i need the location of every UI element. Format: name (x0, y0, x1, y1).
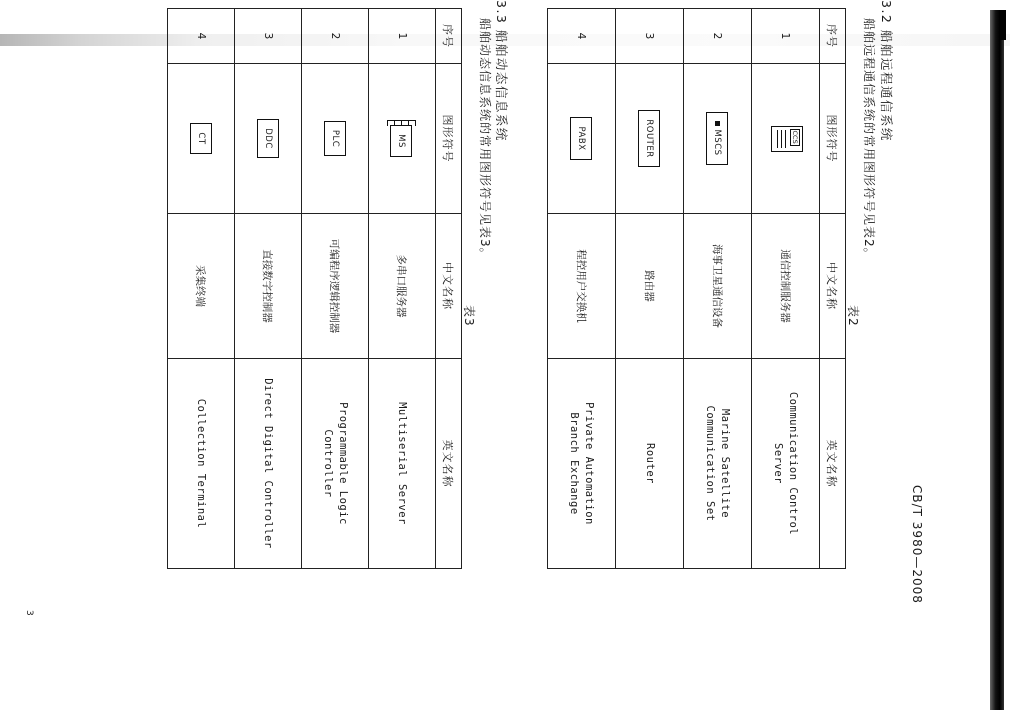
row-number: 3 (616, 9, 684, 64)
col-header-no: 序号 (436, 9, 462, 64)
ddc-symbol-icon: DDC (257, 119, 279, 158)
table-2-header-row (820, 9, 846, 569)
en-name: Router (616, 359, 684, 569)
col-header-symbol: 图形符号 (820, 64, 846, 214)
table-row (752, 9, 820, 569)
en-name: Programmable Logic Controller (302, 359, 369, 569)
section-32-body: 船舶远程通信系统的常用图形符号见表2。 (862, 18, 876, 261)
symbol-cell (235, 64, 302, 214)
row-number: 4 (548, 9, 616, 64)
multiserial-server-symbol-icon: MS (387, 120, 416, 157)
row-number: 2 (302, 9, 369, 64)
col-header-en: 英文名称 (436, 359, 462, 569)
cn-name: 多串口服务器 (369, 214, 436, 359)
en-name: Multiserial Server (369, 359, 436, 569)
section-33-body: 船舶动态信息系统的常用图形符号见表3。 (478, 18, 492, 261)
symbol-cell (302, 64, 369, 214)
satellite-set-symbol-icon: MSCS (707, 112, 729, 164)
en-name: Private Automation Branch Exchange (548, 359, 616, 569)
table-2 (547, 8, 846, 569)
section-32-title: 3.2 船舶远程通信系统 (879, 0, 894, 142)
table-2-caption: 表2 (846, 305, 860, 327)
collection-terminal-symbol-icon: CT (190, 123, 212, 153)
en-name: Direct Digital Controller (235, 359, 302, 569)
table-3 (167, 8, 462, 569)
cn-name: 可编程序逻辑控制器 (302, 214, 369, 359)
server-symbol-icon: CCS (771, 126, 803, 152)
table-row (302, 9, 369, 569)
symbol-cell (369, 64, 436, 214)
row-number: 4 (168, 9, 235, 64)
col-header-no: 序号 (820, 9, 846, 64)
page-number: 3 (24, 610, 34, 616)
row-number: 1 (369, 9, 436, 64)
col-header-symbol: 图形符号 (436, 64, 462, 214)
en-name: Marine Satellite Communication Set (684, 359, 752, 569)
section-33-title: 3.3 船舶动态信息系统 (494, 0, 509, 142)
cn-name: 通信控制服务器 (752, 214, 820, 359)
row-number: 1 (752, 9, 820, 64)
symbol-cell (168, 64, 235, 214)
row-number: 2 (684, 9, 752, 64)
en-name: Communication Control Server (752, 359, 820, 569)
pabx-symbol-icon: PABX (571, 117, 593, 159)
table-row (369, 9, 436, 569)
symbol-cell (548, 64, 616, 214)
cn-name: 路由器 (616, 214, 684, 359)
router-symbol-icon: ROUTER (639, 110, 661, 166)
cn-name: 海事卫星通信设备 (684, 214, 752, 359)
symbol-cell (616, 64, 684, 214)
table-3-header-row (436, 9, 462, 569)
row-number: 3 (235, 9, 302, 64)
col-header-cn: 中文名称 (820, 214, 846, 359)
symbol-cell (752, 64, 820, 214)
table-row (548, 9, 616, 569)
en-name: Collection Terminal (168, 359, 235, 569)
symbol-cell (684, 64, 752, 214)
table-3-caption: 表3 (462, 305, 476, 327)
table-row (235, 9, 302, 569)
col-header-cn: 中文名称 (436, 214, 462, 359)
plc-symbol-icon: PLC (324, 121, 346, 156)
col-header-en: 英文名称 (820, 359, 846, 569)
table-row (684, 9, 752, 569)
cn-name: 程控用户交换机 (548, 214, 616, 359)
standard-code: CB/T 3980—2008 (910, 485, 924, 604)
cn-name: 采集终端 (168, 214, 235, 359)
table-row (616, 9, 684, 569)
cn-name: 直接数字控制器 (235, 214, 302, 359)
table-row (168, 9, 235, 569)
